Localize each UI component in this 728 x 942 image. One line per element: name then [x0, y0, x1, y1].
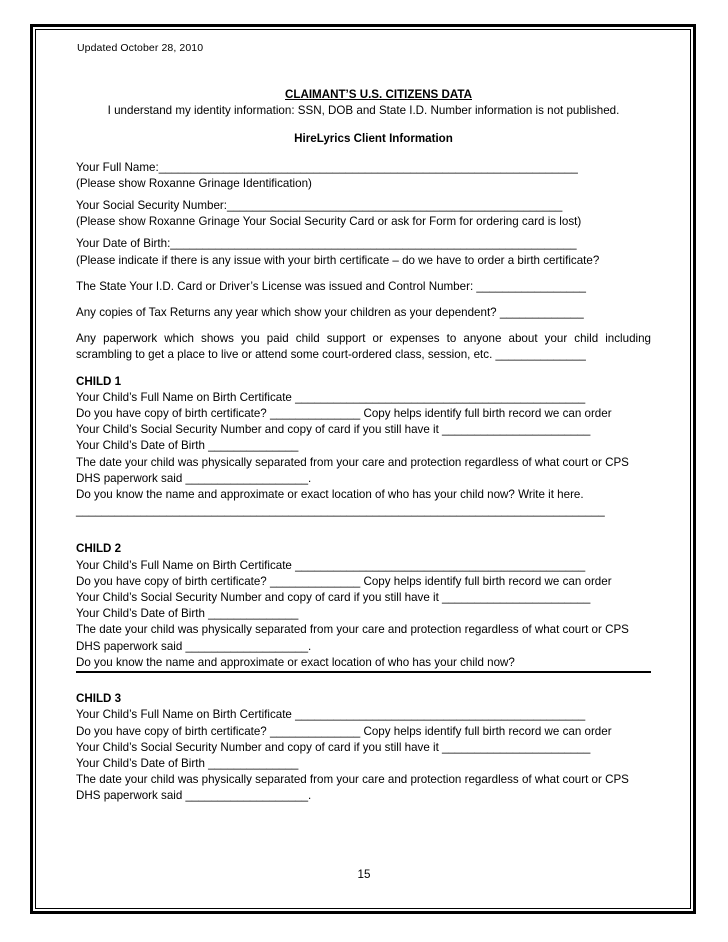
child-3-dob-field[interactable]: Your Child’s Date of Birth ______________: [76, 756, 299, 770]
page-number: 15: [357, 868, 371, 881]
child-2-separated-field[interactable]: DHS paperwork said ___________________.: [76, 639, 312, 653]
child-3-heading: CHILD 3: [76, 692, 122, 706]
dob-field[interactable]: Your Date of Birth:_______________________________________________________________: [76, 237, 577, 251]
child-3-full-name-field[interactable]: Your Child’s Full Name on Birth Certificate _____________________________________________: [76, 708, 586, 722]
child-1-full-name-field[interactable]: Your Child’s Full Name on Birth Certificate _____________________________________________: [76, 390, 586, 404]
child-3-birth-cert-field[interactable]: Do you have copy of birth certificate? ______________ Copy helps identify full birth record we can order: [76, 724, 612, 738]
form-content: [76, 87, 651, 805]
tax-returns-field[interactable]: Any copies of Tax Returns any year which show your children as your dependent? _____________: [76, 306, 584, 320]
child-2-separated-text: The date your child was physically separated from your care and protection regardless of what court or CPS: [76, 623, 629, 637]
form-subtitle: HireLyrics Client Information: [294, 132, 453, 146]
identity-notice: I understand my identity information: SSN, DOB and State I.D. Number information is not published.: [107, 104, 620, 118]
child-1-heading: CHILD 1: [76, 374, 122, 388]
ssn-field[interactable]: Your Social Security Number:____________________________________________________: [76, 199, 563, 213]
state-id-field[interactable]: The State Your I.D. Card or Driver’s License was issued and Control Number: _________________: [76, 279, 586, 293]
child-1-location-field[interactable]: __________________________________________________________________________________: [76, 504, 605, 518]
child-2-birth-cert-field[interactable]: Do you have copy of birth certificate? ______________ Copy helps identify full birth record we can order: [76, 574, 612, 588]
ssn-note: (Please show Roxanne Grinage Your Social Security Card or ask for Form for ordering card is lost): [76, 215, 582, 229]
child-1-separated-field[interactable]: DHS paperwork said ___________________.: [76, 471, 312, 485]
child-2-ssn-field[interactable]: Your Child’s Social Security Number and copy of card if you still have it _______________________: [76, 591, 591, 605]
full-name-note: (Please show Roxanne Grinage Identification): [76, 176, 312, 190]
child-1-separated-text: The date your child was physically separated from your care and protection regardless of what court or CPS: [76, 455, 629, 469]
full-name-field[interactable]: Your Full Name:_________________________________________________________________: [76, 160, 578, 174]
paperwork-field[interactable]: Any paperwork which shows you paid child support or expenses to anyone about your child including scrambling to get a place to live or attend some court-ordered class, session, etc. ______________: [76, 332, 651, 362]
child-3-separated-text: The date your child was physically separated from your care and protection regardless of what court or CPS: [76, 773, 629, 787]
child-1-birth-cert-field[interactable]: Do you have copy of birth certificate? ______________ Copy helps identify full birth record we can order: [76, 407, 612, 421]
child-1-ssn-field[interactable]: Your Child’s Social Security Number and copy of card if you still have it _______________________: [76, 423, 591, 437]
child-2-dob-field[interactable]: Your Child’s Date of Birth ______________: [76, 607, 299, 621]
child-1-location-question: Do you know the name and approximate or exact location of who has your child now? Write it here.: [76, 488, 584, 502]
child-1-dob-field[interactable]: Your Child’s Date of Birth ______________: [76, 439, 299, 453]
child-3-separated-field[interactable]: DHS paperwork said ___________________.: [76, 789, 312, 803]
dob-note: (Please indicate if there is any issue with your birth certificate – do we have to order a birth certificate?: [76, 253, 600, 267]
form-title: CLAIMANT’S U.S. CITIZENS DATA: [285, 88, 472, 101]
child-2-full-name-field[interactable]: Your Child’s Full Name on Birth Certificate _____________________________________________: [76, 558, 586, 572]
child-2-location-question: Do you know the name and approximate or exact location of who has your child now?: [76, 655, 651, 673]
child-3-ssn-field[interactable]: Your Child’s Social Security Number and copy of card if you still have it _______________________: [76, 740, 591, 754]
child-2-heading: CHILD 2: [76, 542, 122, 556]
updated-date: Updated October 28, 2010: [77, 42, 204, 54]
